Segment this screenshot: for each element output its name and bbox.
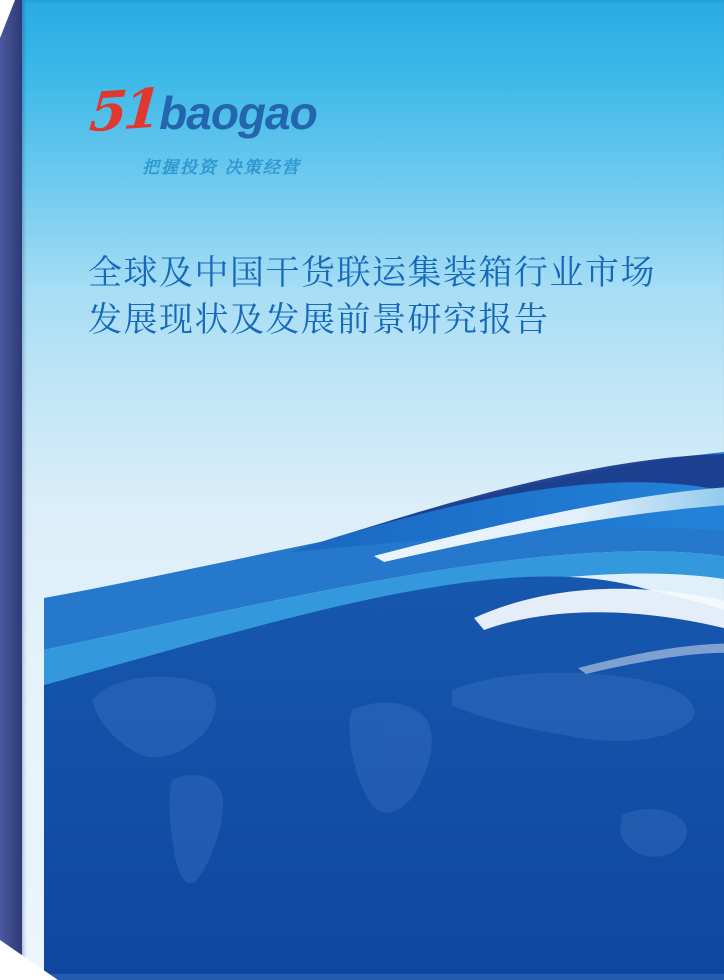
bottom-left-corner-fold (0, 940, 58, 980)
logo (87, 75, 317, 178)
cover-page (22, 0, 724, 980)
report-title (88, 250, 708, 344)
logo-tagline: 把握投资 决策经营 (142, 158, 301, 177)
report-title-line-1: 全球及中国干货联运集装箱行业市场 (88, 254, 656, 292)
logo-wordmark (87, 75, 317, 151)
bottom-edge-strip (44, 974, 724, 980)
logo-prefix: 51 (87, 75, 160, 145)
logo-name: baogao (159, 87, 317, 139)
top-left-corner-fold (0, 0, 15, 38)
book-spine (0, 0, 22, 980)
report-title-line-2: 发展现状及发展前景研究报告 (88, 301, 550, 339)
wave-graphic (22, 420, 724, 980)
